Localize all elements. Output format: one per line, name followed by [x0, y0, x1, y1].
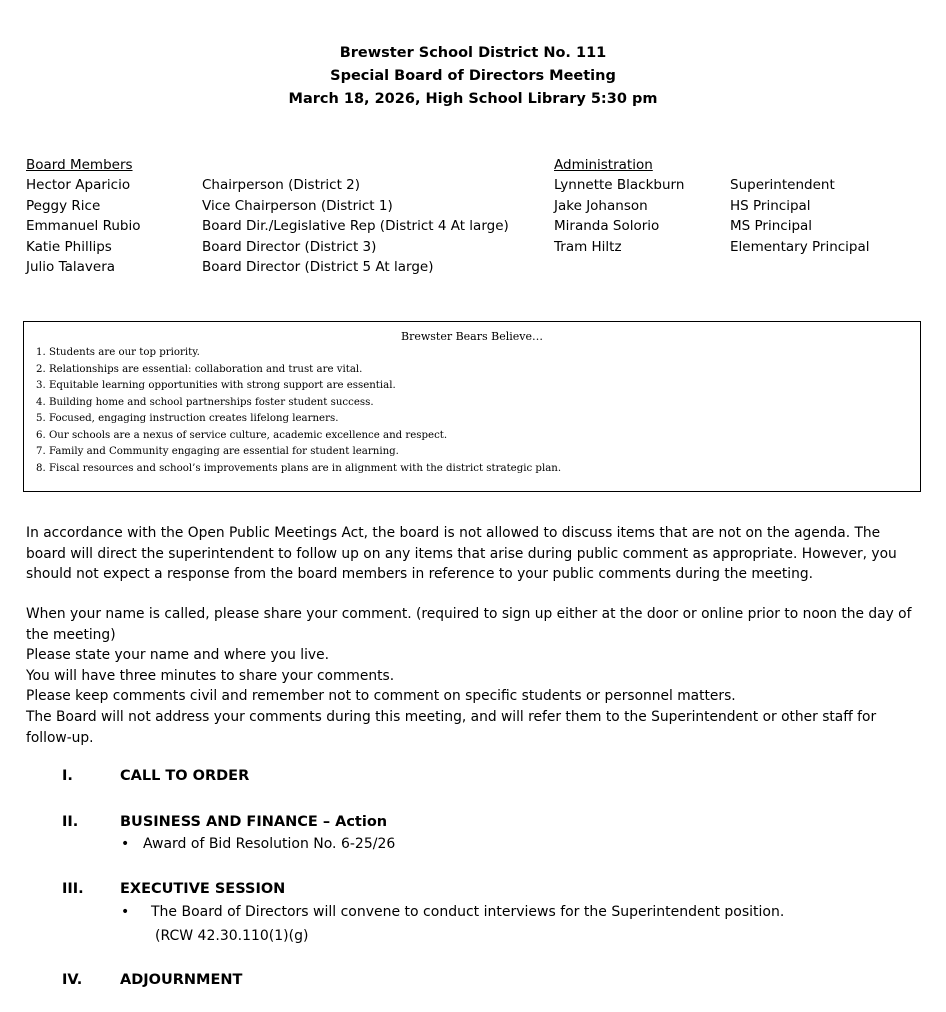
- board-member-name: Peggy Rice: [26, 197, 101, 214]
- belief-item: 3. Equitable learning opportunities with strong support are essential.: [36, 380, 396, 391]
- admin-name: Miranda Solorio: [554, 218, 660, 235]
- instruction-line: When your name is called, please share your comment. (required to sign up either at the door or online prior to noon the day of: [26, 606, 912, 622]
- board-names-column: [26, 155, 140, 277]
- belief-item: 7. Family and Community engaging are essential for student learning.: [36, 446, 399, 457]
- admin-role: MS Principal: [730, 218, 813, 235]
- admin-role: Superintendent: [730, 177, 835, 194]
- belief-item: 2. Relationships are essential: collaboration and trust are vital.: [36, 363, 363, 375]
- agenda-item-title: ADJOURNMENT: [120, 972, 243, 988]
- agenda-item-number: I.: [62, 768, 73, 784]
- belief-item: 1. Students are our top priority.: [36, 347, 200, 358]
- notice-line: should not expect a response from the board members in reference to your public comments during the meeting.: [26, 566, 813, 583]
- agenda-subitem: Award of Bid Resolution No. 6-25/26: [143, 836, 396, 852]
- board-member-role: Chairperson (District 2): [202, 177, 361, 194]
- district-title: Brewster School District No. 111: [339, 45, 607, 61]
- belief-item: 5. Focused, engaging instruction creates lifelong learners.: [36, 413, 339, 424]
- meeting-datetime: March 18, 2026, High School Library 5:30 pm: [288, 91, 658, 107]
- administration-heading: Administration: [554, 157, 653, 173]
- instruction-line: Please state your name and where you live.: [26, 647, 329, 664]
- public-comment-instructions: [26, 604, 926, 748]
- instruction-line: follow-up.: [26, 729, 94, 746]
- agenda-item-number: III.: [62, 881, 84, 897]
- meeting-title: Special Board of Directors Meeting: [330, 68, 616, 84]
- admin-names-column: [554, 155, 684, 257]
- admin-name: Jake Johanson: [554, 197, 648, 214]
- admin-role: Elementary Principal: [730, 238, 870, 255]
- open-meetings-notice: [26, 523, 926, 585]
- belief-item: 4. Building home and school partnerships foster student success.: [36, 396, 374, 408]
- board-member-role: Board Director (District 3): [202, 238, 377, 255]
- admin-name: Tram Hiltz: [554, 238, 622, 255]
- board-members-heading: Board Members: [26, 157, 133, 173]
- board-member-role: Vice Chairperson (District 1): [202, 197, 393, 214]
- agenda-item-number: II.: [62, 814, 79, 830]
- beliefs-title: Brewster Bears Believe…: [400, 330, 543, 343]
- agenda-subitem-citation: (RCW 42.30.110(1)(g): [155, 928, 309, 944]
- admin-roles-column: [730, 175, 870, 257]
- bullet-icon: •: [121, 836, 130, 852]
- admin-name: Lynnette Blackburn: [554, 177, 685, 194]
- agenda-item-title: BUSINESS AND FINANCE – Action: [120, 814, 388, 830]
- agenda-item-title: CALL TO ORDER: [120, 768, 250, 784]
- instruction-line: You will have three minutes to share your comments.: [26, 667, 395, 684]
- agenda-item-number: IV.: [62, 972, 83, 988]
- board-member-role: Board Director (District 5 At large): [202, 259, 434, 276]
- board-member-name: Katie Phillips: [26, 238, 112, 255]
- board-member-name: Hector Aparicio: [26, 177, 131, 194]
- beliefs-box: [23, 321, 921, 492]
- agenda-subitem: The Board of Directors will convene to conduct interviews for the Superintendent position.: [151, 904, 785, 920]
- instruction-line: The Board will not address your comments during this meeting, and will refer them to the Superintendent or other staff for: [26, 708, 877, 725]
- board-member-name: Julio Talavera: [26, 259, 116, 276]
- board-roles-column: [202, 175, 509, 277]
- instruction-line: the meeting): [26, 626, 116, 643]
- board-member-role: Board Dir./Legislative Rep (District 4 At large): [202, 218, 509, 235]
- admin-role: HS Principal: [730, 197, 811, 214]
- bullet-icon: •: [121, 904, 130, 920]
- belief-item: 8. Fiscal resources and school’s improvements plans are in alignment with the district strategic plan.: [36, 462, 562, 474]
- belief-item: 6. Our schools are a nexus of service culture, academic excellence and respect.: [36, 429, 448, 441]
- instruction-line: Please keep comments civil and remember not to comment on specific students or personnel matters.: [26, 688, 736, 705]
- board-member-name: Emmanuel Rubio: [26, 218, 141, 235]
- notice-line: board will direct the superintendent to follow up on any items that arise during public comment as appropriate. However, you: [26, 545, 897, 562]
- beliefs-list: [36, 345, 561, 477]
- notice-line: In accordance with the Open Public Meetings Act, the board is not allowed to discuss items that are not on the agenda. The: [26, 525, 881, 541]
- agenda-item-title: EXECUTIVE SESSION: [120, 881, 286, 897]
